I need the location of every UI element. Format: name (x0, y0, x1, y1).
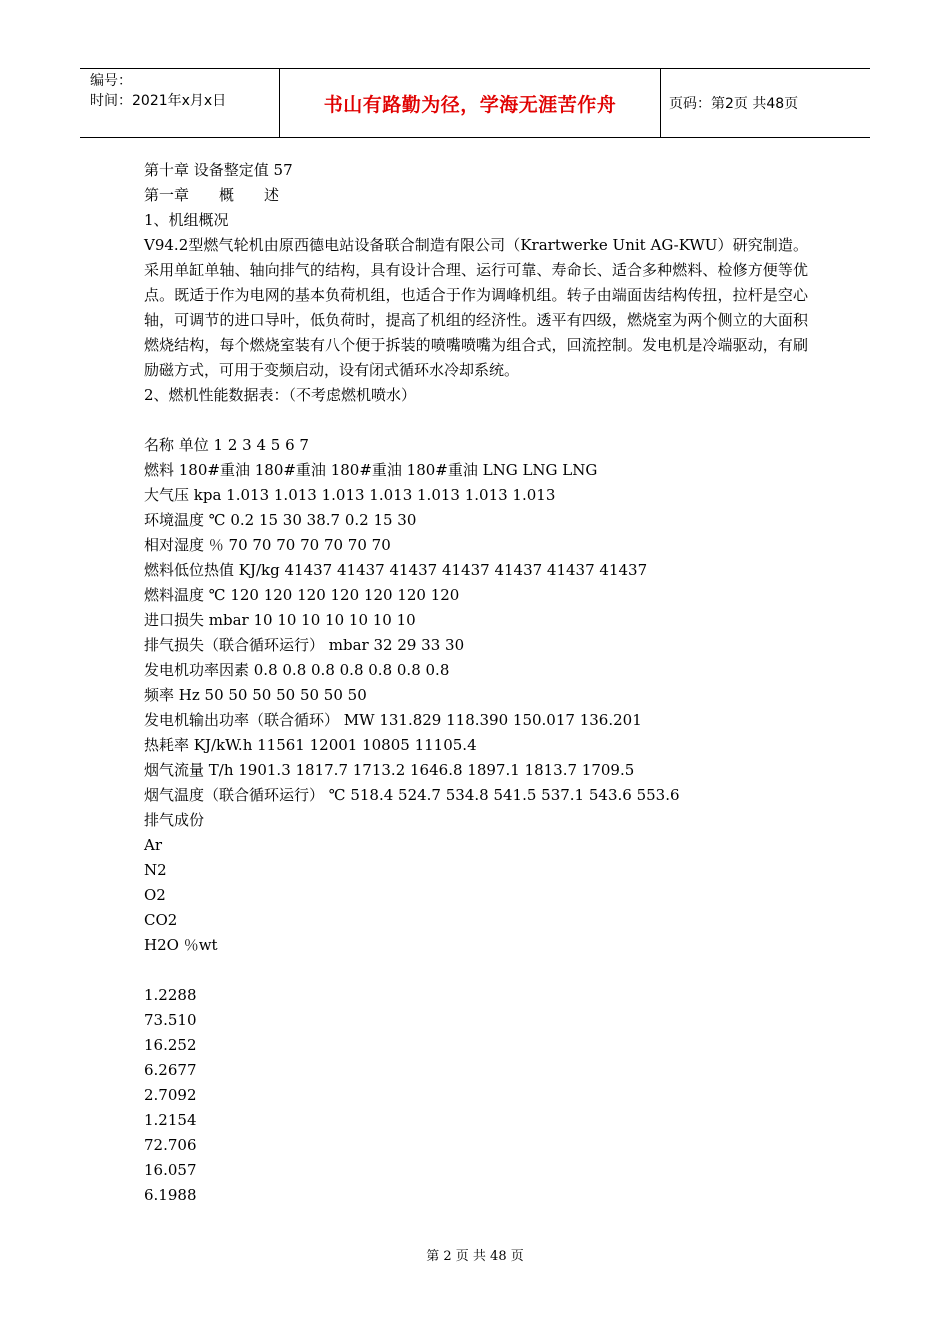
value-line: 73.510 (144, 1011, 197, 1029)
gas-component: N2 (144, 861, 167, 879)
table-line: 名称 单位 1 2 3 4 5 6 7 (144, 436, 309, 454)
gas-component: H2O ％wt (144, 936, 218, 954)
table-line: 进口损失 mbar 10 10 10 10 10 10 10 (144, 611, 416, 629)
page-footer: 第 2 页 共 48 页 (426, 1249, 524, 1264)
value-line: 16.252 (144, 1036, 197, 1054)
blank-line (144, 958, 808, 983)
header-motto: 书山有路勤为径，学海无涯苦作舟 (280, 69, 661, 137)
date-label: 时间：2021年x月x日 (90, 93, 227, 109)
table-line: 烟气流量 T/h 1901.3 1817.7 1713.2 1646.8 1897.1 1813.7 1709.5 (144, 761, 635, 779)
value-line: 1.2154 (144, 1111, 197, 1129)
header-info-cell (80, 69, 280, 137)
section-heading-1: 1、机组概况 (144, 211, 229, 229)
value-line: 6.1988 (144, 1186, 197, 1204)
header-page-label: 页码：第2页 共48页 (669, 96, 799, 112)
gas-component: Ar (144, 836, 163, 854)
page-header (80, 68, 870, 138)
value-line: 72.706 (144, 1136, 197, 1154)
table-line: 烟气温度（联合循环运行） ℃ 518.4 524.7 534.8 541.5 537.1 543.6 553.6 (144, 786, 680, 804)
value-line: 1.2288 (144, 986, 197, 1004)
value-line: 16.057 (144, 1161, 197, 1179)
chapter-1-title: 第一章 概 述 (144, 186, 280, 204)
table-line: 相对湿度 ％ 70 70 70 70 70 70 70 (144, 536, 391, 554)
chapter-10-line: 第十章 设备整定值 57 (144, 161, 293, 179)
table-line: 排气损失（联合循环运行） mbar 32 29 33 30 (144, 636, 465, 654)
table-line: 发电机输出功率（联合循环） MW 131.829 118.390 150.017 136.201 (144, 711, 642, 729)
table-line: 排气成份 (144, 811, 205, 829)
table-line: 燃料低位热值 KJ/kg 41437 41437 41437 41437 41437 41437 41437 (144, 561, 648, 579)
table-line: 燃料温度 ℃ 120 120 120 120 120 120 120 (144, 586, 460, 604)
table-line: 频率 Hz 50 50 50 50 50 50 50 (144, 686, 367, 704)
document-body (144, 158, 808, 1208)
value-line: 6.2677 (144, 1061, 197, 1079)
overview-paragraph: V94.2型燃气轮机由原西德电站设备联合制造有限公司（Krartwerke Unit AG-KWU）研究制造。采用单缸单轴、轴向排气的结构，具有设计合理、运行可靠、寿命长、适合多种燃料、检修方便等优点。既适于作为电网的基本负荷机组，也适合于作为调峰机组。转子由端面齿结构传扭，拉杆是空心轴，可调节的进口导叶，低负荷时，提高了机组的经济性。透平有四级，燃烧室为两个侧立的大面积燃烧结构，每个燃烧室装有八个便于拆装的喷嘴喷嘴为组合式，回流控制。发电机是冷端驱动，有刷励磁方式，可用于变频启动，设有闭式循环水冷却系统。 (144, 236, 808, 379)
table-line: 大气压 kpa 1.013 1.013 1.013 1.013 1.013 1.013 1.013 (144, 486, 556, 504)
table-line: 环境温度 ℃ 0.2 15 30 38.7 0.2 15 30 (144, 511, 417, 529)
table-line: 燃料 180#重油 180#重油 180#重油 180#重油 LNG LNG LNG (144, 461, 598, 479)
code-label: 编号： (90, 73, 132, 89)
section-heading-2: 2、燃机性能数据表：（不考虑燃机喷水） (144, 386, 417, 404)
table-line: 发电机功率因素 0.8 0.8 0.8 0.8 0.8 0.8 0.8 (144, 661, 450, 679)
value-line: 2.7092 (144, 1086, 197, 1104)
table-line: 热耗率 KJ/kW.h 11561 12001 10805 11105.4 (144, 736, 477, 754)
gas-component: O2 (144, 886, 166, 904)
blank-line (144, 408, 808, 433)
gas-component: CO2 (144, 911, 178, 929)
